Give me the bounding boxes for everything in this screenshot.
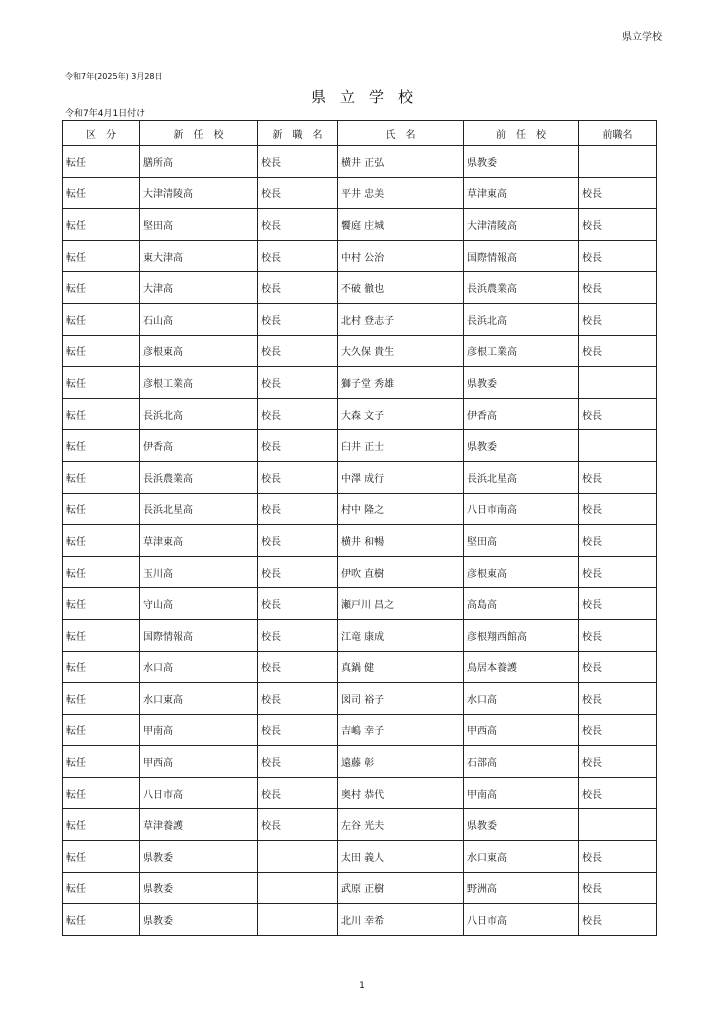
previous-school-cell: 彦根翔西館高 [464, 619, 579, 651]
column-header: 区 分 [63, 121, 140, 146]
new-school-cell: 県教委 [140, 904, 258, 936]
column-header: 前職名 [579, 121, 657, 146]
new-position-cell: 校長 [258, 461, 338, 493]
table-row [63, 177, 657, 209]
table-row [63, 493, 657, 525]
new-school-cell: 水口東高 [140, 683, 258, 715]
corner-label: 県立学校 [622, 32, 662, 43]
previous-position-cell [579, 146, 657, 178]
name-cell: 村中 隆之 [338, 493, 464, 525]
previous-position-cell: 校長 [579, 651, 657, 683]
new-position-cell: 校長 [258, 430, 338, 462]
new-school-cell: 県教委 [140, 872, 258, 904]
new-position-cell: 校長 [258, 367, 338, 399]
new-position-cell [258, 872, 338, 904]
new-position-cell: 校長 [258, 146, 338, 178]
previous-position-cell: 校長 [579, 461, 657, 493]
category-cell: 転任 [63, 177, 140, 209]
new-school-cell: 県教委 [140, 841, 258, 873]
previous-school-cell: 甲南高 [464, 777, 579, 809]
name-cell: 太田 義人 [338, 841, 464, 873]
table-row [63, 746, 657, 778]
previous-position-cell: 校長 [579, 619, 657, 651]
category-cell: 転任 [63, 714, 140, 746]
name-cell: 奥村 恭代 [338, 777, 464, 809]
previous-position-cell: 校長 [579, 335, 657, 367]
previous-school-cell: 野洲高 [464, 872, 579, 904]
name-cell: 横井 正弘 [338, 146, 464, 178]
name-cell: 饗庭 庄城 [338, 209, 464, 241]
category-cell: 転任 [63, 872, 140, 904]
previous-position-cell: 校長 [579, 841, 657, 873]
previous-position-cell: 校長 [579, 683, 657, 715]
table-row [63, 209, 657, 241]
table-row [63, 588, 657, 620]
previous-position-cell: 校長 [579, 525, 657, 557]
previous-school-cell: 県教委 [464, 430, 579, 462]
name-cell: 江竜 康成 [338, 619, 464, 651]
category-cell: 転任 [63, 841, 140, 873]
new-school-cell: 玉川高 [140, 556, 258, 588]
new-position-cell: 校長 [258, 651, 338, 683]
table-row [63, 777, 657, 809]
table-row [63, 303, 657, 335]
previous-school-cell: 長浜農業高 [464, 272, 579, 304]
new-position-cell: 校長 [258, 556, 338, 588]
table-row [63, 430, 657, 462]
new-position-cell: 校長 [258, 303, 338, 335]
previous-school-cell: 国際情報高 [464, 240, 579, 272]
table-row [63, 714, 657, 746]
new-position-cell: 校長 [258, 809, 338, 841]
new-position-cell: 校長 [258, 493, 338, 525]
new-position-cell: 校長 [258, 746, 338, 778]
name-cell: 真鍋 健 [338, 651, 464, 683]
category-cell: 転任 [63, 398, 140, 430]
category-cell: 転任 [63, 493, 140, 525]
name-cell: 臼井 正士 [338, 430, 464, 462]
table-row [63, 619, 657, 651]
table-row [63, 272, 657, 304]
previous-position-cell [579, 430, 657, 462]
new-school-cell: 草津東高 [140, 525, 258, 557]
new-school-cell: 水口高 [140, 651, 258, 683]
name-cell: 北川 幸希 [338, 904, 464, 936]
new-school-cell: 東大津高 [140, 240, 258, 272]
previous-position-cell [579, 367, 657, 399]
name-cell: 吉嶋 幸子 [338, 714, 464, 746]
previous-school-cell: 県教委 [464, 367, 579, 399]
table-row [63, 904, 657, 936]
personnel-table [62, 120, 657, 936]
new-position-cell: 校長 [258, 335, 338, 367]
category-cell: 転任 [63, 335, 140, 367]
column-header: 新 職 名 [258, 121, 338, 146]
column-header: 新 任 校 [140, 121, 258, 146]
category-cell: 転任 [63, 209, 140, 241]
table-row [63, 841, 657, 873]
announce-date: 令和7年(2025年) 3月28日 [65, 72, 163, 81]
new-school-cell: 大津清陵高 [140, 177, 258, 209]
new-position-cell: 校長 [258, 777, 338, 809]
previous-school-cell: 水口東高 [464, 841, 579, 873]
table-row [63, 809, 657, 841]
previous-position-cell: 校長 [579, 272, 657, 304]
previous-position-cell: 校長 [579, 493, 657, 525]
category-cell: 転任 [63, 367, 140, 399]
previous-school-cell: 県教委 [464, 809, 579, 841]
new-school-cell: 長浜農業高 [140, 461, 258, 493]
previous-school-cell: 伊香高 [464, 398, 579, 430]
category-cell: 転任 [63, 746, 140, 778]
table-row [63, 683, 657, 715]
new-school-cell: 甲南高 [140, 714, 258, 746]
new-school-cell: 長浜北星高 [140, 493, 258, 525]
previous-position-cell: 校長 [579, 209, 657, 241]
category-cell: 転任 [63, 430, 140, 462]
name-cell: 不破 徹也 [338, 272, 464, 304]
table-row [63, 461, 657, 493]
previous-school-cell: 長浜北星高 [464, 461, 579, 493]
effective-date: 令和7年4月1日付け [65, 109, 146, 119]
new-school-cell: 膳所高 [140, 146, 258, 178]
previous-school-cell: 彦根工業高 [464, 335, 579, 367]
previous-school-cell: 鳥居本養護 [464, 651, 579, 683]
new-position-cell [258, 841, 338, 873]
previous-position-cell: 校長 [579, 777, 657, 809]
new-school-cell: 草津養護 [140, 809, 258, 841]
table-row [63, 367, 657, 399]
table-row [63, 651, 657, 683]
new-school-cell: 国際情報高 [140, 619, 258, 651]
name-cell: 北村 登志子 [338, 303, 464, 335]
new-school-cell: 堅田高 [140, 209, 258, 241]
previous-school-cell: 長浜北高 [464, 303, 579, 335]
table-row [63, 525, 657, 557]
previous-position-cell: 校長 [579, 556, 657, 588]
previous-school-cell: 甲西高 [464, 714, 579, 746]
column-header: 氏 名 [338, 121, 464, 146]
previous-position-cell: 校長 [579, 746, 657, 778]
table-header-row [63, 121, 657, 146]
category-cell: 転任 [63, 556, 140, 588]
new-position-cell: 校長 [258, 398, 338, 430]
category-cell: 転任 [63, 777, 140, 809]
previous-school-cell: 県教委 [464, 146, 579, 178]
new-position-cell: 校長 [258, 525, 338, 557]
category-cell: 転任 [63, 651, 140, 683]
name-cell: 横井 和暢 [338, 525, 464, 557]
previous-school-cell: 大津清陵高 [464, 209, 579, 241]
new-school-cell: 伊香高 [140, 430, 258, 462]
name-cell: 武原 正樹 [338, 872, 464, 904]
previous-school-cell: 彦根東高 [464, 556, 579, 588]
new-school-cell: 守山高 [140, 588, 258, 620]
previous-position-cell: 校長 [579, 714, 657, 746]
category-cell: 転任 [63, 146, 140, 178]
previous-position-cell: 校長 [579, 240, 657, 272]
previous-school-cell: 高島高 [464, 588, 579, 620]
new-school-cell: 大津高 [140, 272, 258, 304]
new-school-cell: 甲西高 [140, 746, 258, 778]
name-cell: 大久保 貴生 [338, 335, 464, 367]
previous-position-cell: 校長 [579, 177, 657, 209]
category-cell: 転任 [63, 904, 140, 936]
table-body [63, 146, 657, 936]
table-row [63, 240, 657, 272]
category-cell: 転任 [63, 619, 140, 651]
new-position-cell [258, 904, 338, 936]
name-cell: 左谷 光夫 [338, 809, 464, 841]
new-school-cell: 彦根工業高 [140, 367, 258, 399]
previous-position-cell: 校長 [579, 872, 657, 904]
previous-school-cell: 堅田高 [464, 525, 579, 557]
new-position-cell: 校長 [258, 240, 338, 272]
new-position-cell: 校長 [258, 588, 338, 620]
new-position-cell: 校長 [258, 272, 338, 304]
table-row [63, 556, 657, 588]
previous-position-cell: 校長 [579, 303, 657, 335]
new-school-cell: 石山高 [140, 303, 258, 335]
previous-position-cell: 校長 [579, 398, 657, 430]
name-cell: 中澤 成行 [338, 461, 464, 493]
name-cell: 図司 裕子 [338, 683, 464, 715]
new-school-cell: 長浜北高 [140, 398, 258, 430]
new-position-cell: 校長 [258, 683, 338, 715]
name-cell: 獅子堂 秀雄 [338, 367, 464, 399]
name-cell: 遠藤 彰 [338, 746, 464, 778]
new-school-cell: 八日市高 [140, 777, 258, 809]
previous-position-cell: 校長 [579, 904, 657, 936]
category-cell: 転任 [63, 303, 140, 335]
name-cell: 平井 忠美 [338, 177, 464, 209]
table-row [63, 335, 657, 367]
previous-school-cell: 八日市南高 [464, 493, 579, 525]
previous-position-cell: 校長 [579, 588, 657, 620]
previous-school-cell: 草津東高 [464, 177, 579, 209]
category-cell: 転任 [63, 461, 140, 493]
previous-school-cell: 八日市高 [464, 904, 579, 936]
new-position-cell: 校長 [258, 177, 338, 209]
page-number: 1 [359, 981, 365, 991]
new-position-cell: 校長 [258, 619, 338, 651]
category-cell: 転任 [63, 809, 140, 841]
name-cell: 瀬戸川 昌之 [338, 588, 464, 620]
new-school-cell: 彦根東高 [140, 335, 258, 367]
category-cell: 転任 [63, 240, 140, 272]
name-cell: 大森 文子 [338, 398, 464, 430]
category-cell: 転任 [63, 588, 140, 620]
previous-school-cell: 石部高 [464, 746, 579, 778]
column-header: 前 任 校 [464, 121, 579, 146]
category-cell: 転任 [63, 683, 140, 715]
category-cell: 転任 [63, 525, 140, 557]
previous-position-cell [579, 809, 657, 841]
category-cell: 転任 [63, 272, 140, 304]
table-row [63, 398, 657, 430]
table-row [63, 872, 657, 904]
name-cell: 伊吹 直樹 [338, 556, 464, 588]
name-cell: 中村 公治 [338, 240, 464, 272]
page-title: 県立学校 [310, 88, 427, 106]
table-row [63, 146, 657, 178]
new-position-cell: 校長 [258, 209, 338, 241]
previous-school-cell: 水口高 [464, 683, 579, 715]
new-position-cell: 校長 [258, 714, 338, 746]
